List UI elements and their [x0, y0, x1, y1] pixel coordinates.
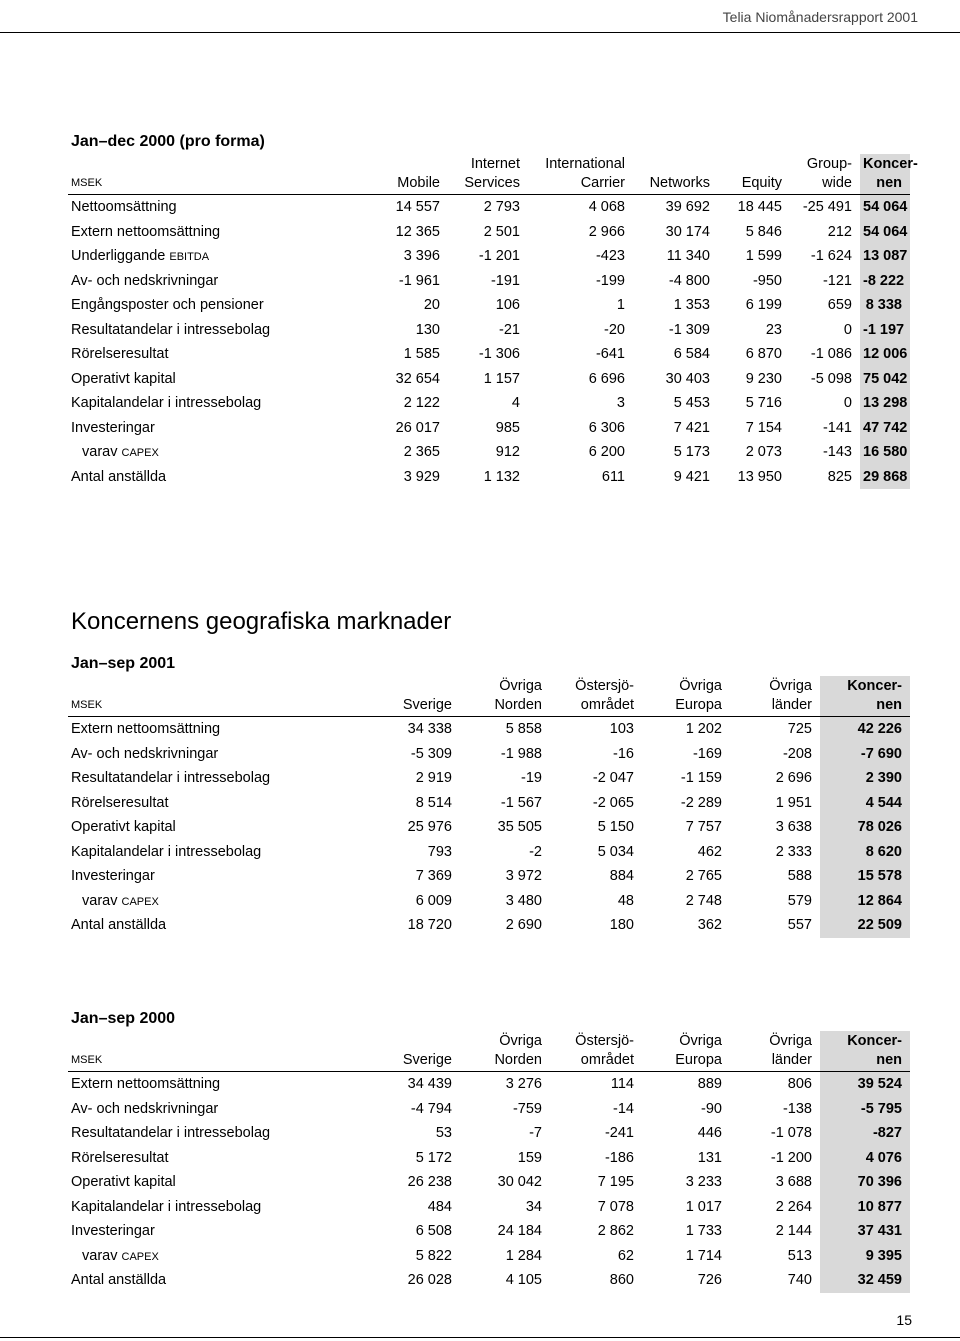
value-cell: 740 [787, 1272, 812, 1289]
total-cell: -7 690 [820, 742, 910, 767]
value-cell: 1 733 [685, 1223, 722, 1240]
value-cell: 20 [423, 297, 440, 314]
table-row [68, 1072, 910, 1097]
value-cell: -90 [701, 1100, 722, 1117]
value-cell: 39 692 [665, 199, 710, 216]
value-cell: 35 505 [497, 819, 542, 836]
value-cell: 1 157 [483, 370, 520, 387]
value-cell: 13 950 [737, 468, 782, 485]
value-cell: -241 [604, 1125, 634, 1142]
value-cell: -423 [595, 248, 625, 265]
value-cell: 1 353 [673, 297, 710, 314]
table-row [68, 440, 910, 465]
table-row [68, 864, 910, 889]
value-cell: 34 439 [407, 1076, 452, 1093]
total-cell: 37 431 [820, 1219, 910, 1244]
value-cell: 30 174 [665, 223, 710, 240]
value-cell: -20 [604, 321, 625, 338]
value-cell: 5 858 [505, 721, 542, 738]
table-row [68, 913, 910, 938]
value-cell: 25 976 [407, 819, 452, 836]
value-cell: 3 233 [685, 1174, 722, 1191]
value-cell: 8 514 [415, 794, 452, 811]
value-cell: 18 720 [407, 917, 452, 934]
value-cell: -208 [782, 745, 812, 762]
value-cell: 1 202 [685, 721, 722, 738]
total-cell: 32 459 [820, 1268, 910, 1293]
column-header: Internet Services [448, 154, 528, 195]
value-cell: -1 306 [478, 346, 520, 363]
value-cell: 5 150 [597, 819, 634, 836]
value-cell: 825 [827, 468, 852, 485]
column-header: Övriga Europa [642, 676, 730, 717]
total-cell: -827 [820, 1121, 910, 1146]
table-row [68, 367, 910, 392]
value-cell: 7 421 [673, 419, 710, 436]
value-cell: 5 846 [745, 223, 782, 240]
report-title: Telia Niomånadersrapport 2001 [722, 9, 918, 25]
total-cell: 13 087 [860, 244, 910, 269]
row-label: Rörelseresultat [71, 1149, 169, 1166]
table3 [68, 1031, 910, 1293]
value-cell: 1 599 [745, 248, 782, 265]
column-header: Koncer- nen [820, 1031, 910, 1072]
value-cell: 7 078 [597, 1198, 634, 1215]
row-label: Extern nettoomsättning [71, 1076, 221, 1093]
value-cell: 2 501 [483, 223, 520, 240]
column-header: International Carrier [528, 154, 633, 195]
value-cell: 2 144 [775, 1223, 812, 1240]
value-cell: 611 [601, 468, 625, 485]
column-header: Koncer- nen [820, 676, 910, 717]
value-cell: 6 696 [588, 370, 625, 387]
total-cell: 54 064 [860, 220, 910, 245]
column-header: Östersjö- området [550, 676, 642, 717]
value-cell: 1 284 [505, 1247, 542, 1264]
value-cell: 131 [697, 1149, 722, 1166]
value-cell: 3 972 [505, 868, 542, 885]
value-cell: 4 105 [505, 1272, 542, 1289]
value-cell: -1 567 [500, 794, 542, 811]
value-cell: 212 [827, 223, 852, 240]
value-cell: 106 [495, 297, 520, 314]
value-cell: -1 988 [500, 745, 542, 762]
value-cell: 14 557 [395, 199, 440, 216]
column-header: Mobile [368, 154, 448, 195]
value-cell: 2 264 [775, 1198, 812, 1215]
table-row [68, 220, 910, 245]
value-cell: -143 [822, 444, 852, 461]
value-cell: -1 624 [810, 248, 852, 265]
total-cell: 42 226 [820, 717, 910, 742]
table2-section [68, 652, 910, 938]
value-cell: -121 [822, 272, 852, 289]
total-cell: 16 580 [860, 440, 910, 465]
row-label: Kapitalandelar i intressebolag [71, 843, 262, 860]
unit-header: MSEK [68, 154, 368, 195]
total-cell: 47 742 [860, 416, 910, 441]
value-cell: -191 [490, 272, 520, 289]
row-label: Kapitalandelar i intressebolag [71, 395, 262, 412]
table3-section [68, 1007, 910, 1293]
page-number: 15 [896, 1312, 912, 1328]
value-cell: 579 [787, 892, 812, 909]
value-cell: -1 078 [770, 1125, 812, 1142]
total-cell: 9 395 [820, 1244, 910, 1269]
row-label: Av- och nedskrivningar [71, 745, 219, 762]
value-cell: 7 369 [415, 868, 452, 885]
column-header: Övriga länder [730, 676, 820, 717]
table-row [68, 815, 910, 840]
value-cell: 2 690 [505, 917, 542, 934]
table-row [68, 195, 910, 220]
value-cell: 159 [517, 1149, 542, 1166]
value-cell: -25 491 [802, 199, 852, 216]
value-cell: 1 [616, 297, 625, 314]
value-cell: 9 230 [745, 370, 782, 387]
column-header: Östersjö- området [550, 1031, 642, 1072]
unit-header: MSEK [68, 1031, 368, 1072]
value-cell: 889 [697, 1076, 722, 1093]
header-rule [0, 32, 960, 33]
value-cell: 588 [787, 868, 812, 885]
row-label: Av- och nedskrivningar [71, 272, 219, 289]
value-cell: 34 338 [407, 721, 452, 738]
value-cell: 26 238 [407, 1174, 452, 1191]
column-header: Övriga länder [730, 1031, 820, 1072]
value-cell: 30 042 [497, 1174, 542, 1191]
value-cell: 5 034 [597, 843, 634, 860]
value-cell: 5 172 [415, 1149, 452, 1166]
value-cell: -14 [613, 1100, 634, 1117]
table-row [68, 465, 910, 490]
value-cell: 7 195 [597, 1174, 634, 1191]
value-cell: 4 [511, 395, 520, 412]
value-cell: 24 184 [497, 1223, 542, 1240]
value-cell: 985 [495, 419, 520, 436]
value-cell: 18 445 [737, 199, 782, 216]
row-label: varav CAPEX [82, 444, 159, 461]
table1-title: Jan–dec 2000 (pro forma) [71, 133, 265, 150]
total-cell: -1 197 [860, 318, 910, 343]
value-cell: 446 [697, 1125, 722, 1142]
table-row [68, 1219, 910, 1244]
table-row [68, 342, 910, 367]
total-cell: 15 578 [820, 864, 910, 889]
value-cell: 1 714 [685, 1247, 722, 1264]
column-header: Networks [633, 154, 718, 195]
value-cell: -1 159 [680, 770, 722, 787]
value-cell: 659 [827, 297, 852, 314]
row-label: varav CAPEX [82, 1247, 159, 1264]
table3-title: Jan–sep 2000 [71, 1010, 176, 1027]
value-cell: 362 [697, 917, 722, 934]
row-label: Investeringar [71, 868, 155, 885]
row-label: Extern nettoomsättning [71, 223, 221, 240]
value-cell: 1 951 [775, 794, 812, 811]
value-cell: 2 793 [483, 199, 520, 216]
table-row [68, 1170, 910, 1195]
value-cell: 3 929 [403, 468, 440, 485]
row-label: Rörelseresultat [71, 346, 169, 363]
total-cell: -8 222 [860, 269, 910, 294]
row-label: Operativt kapital [71, 1174, 176, 1191]
value-cell: 103 [609, 721, 634, 738]
value-cell: 3 396 [403, 248, 440, 265]
value-cell: 114 [610, 1076, 634, 1093]
table-row [68, 1195, 910, 1220]
table-row [68, 1097, 910, 1122]
value-cell: 513 [787, 1247, 812, 1264]
value-cell: -186 [604, 1149, 634, 1166]
total-cell: 12 006 [860, 342, 910, 367]
row-label: Investeringar [71, 419, 155, 436]
value-cell: 5 716 [745, 395, 782, 412]
table-row [68, 1146, 910, 1171]
row-label: Antal anställda [71, 917, 167, 934]
value-cell: -1 961 [398, 272, 440, 289]
value-cell: -759 [512, 1100, 542, 1117]
table-row [68, 889, 910, 914]
column-header: Koncer- nen [860, 154, 910, 195]
value-cell: 484 [427, 1198, 452, 1215]
value-cell: -21 [499, 321, 520, 338]
table-row [68, 244, 910, 269]
value-cell: 5 822 [415, 1247, 452, 1264]
value-cell: 1 017 [685, 1198, 722, 1215]
row-label: Rörelseresultat [71, 794, 169, 811]
value-cell: 557 [787, 917, 812, 934]
value-cell: -950 [752, 272, 782, 289]
table-row [68, 318, 910, 343]
value-cell: 2 919 [415, 770, 452, 787]
column-header: Sverige [368, 1031, 460, 1072]
total-cell: 75 042 [860, 367, 910, 392]
table-row [68, 1121, 910, 1146]
value-cell: -19 [521, 770, 542, 787]
value-cell: -1 201 [478, 248, 520, 265]
value-cell: 26 028 [407, 1272, 452, 1289]
value-cell: 180 [609, 917, 634, 934]
value-cell: -1 086 [810, 346, 852, 363]
row-label: Investeringar [71, 1223, 155, 1240]
value-cell: 0 [843, 321, 852, 338]
table-row [68, 391, 910, 416]
header-row [68, 154, 910, 195]
value-cell: 7 757 [685, 819, 722, 836]
value-cell: 53 [435, 1125, 452, 1142]
row-label: Nettoomsättning [71, 199, 177, 216]
footer-rule [0, 1337, 960, 1338]
value-cell: -1 200 [770, 1149, 812, 1166]
table-row [68, 742, 910, 767]
value-cell: -2 065 [592, 794, 634, 811]
table-row [68, 840, 910, 865]
value-cell: 1 132 [483, 468, 520, 485]
value-cell: 34 [525, 1198, 542, 1215]
value-cell: 6 200 [588, 444, 625, 461]
value-cell: 860 [609, 1272, 634, 1289]
value-cell: 3 [616, 395, 625, 412]
value-cell: 7 154 [745, 419, 782, 436]
value-cell: 2 333 [775, 843, 812, 860]
table-row [68, 791, 910, 816]
value-cell: 2 966 [588, 223, 625, 240]
column-header: Övriga Norden [460, 1031, 550, 1072]
value-cell: -7 [529, 1125, 542, 1142]
row-label: Kapitalandelar i intressebolag [71, 1198, 262, 1215]
table-row [68, 269, 910, 294]
value-cell: 2 765 [685, 868, 722, 885]
value-cell: 11 340 [666, 248, 710, 265]
table2-title: Jan–sep 2001 [71, 655, 176, 672]
value-cell: 3 638 [775, 819, 812, 836]
total-cell: -5 795 [820, 1097, 910, 1122]
value-cell: -5 098 [810, 370, 852, 387]
value-cell: 12 365 [395, 223, 440, 240]
row-label: Resultatandelar i intressebolag [71, 770, 271, 787]
table1 [68, 154, 918, 489]
value-cell: -4 800 [668, 272, 710, 289]
value-cell: 6 306 [588, 419, 625, 436]
value-cell: 884 [609, 868, 634, 885]
total-cell: 13 298 [860, 391, 910, 416]
value-cell: 3 688 [775, 1174, 812, 1191]
value-cell: 130 [415, 321, 440, 338]
value-cell: -141 [822, 419, 852, 436]
total-cell: 29 868 [860, 465, 910, 490]
value-cell: 2 073 [745, 444, 782, 461]
total-cell: 2 390 [820, 766, 910, 791]
value-cell: 3 480 [505, 892, 542, 909]
table1-section [68, 130, 918, 489]
value-cell: 30 403 [665, 370, 710, 387]
value-cell: 2 122 [403, 395, 440, 412]
row-label: Resultatandelar i intressebolag [71, 321, 271, 338]
row-label: Resultatandelar i intressebolag [71, 1125, 271, 1142]
value-cell: 62 [617, 1247, 634, 1264]
value-cell: 6 870 [745, 346, 782, 363]
section-heading: Koncernens geografiska marknader [71, 608, 452, 635]
value-cell: 2 862 [597, 1223, 634, 1240]
value-cell: 6 508 [415, 1223, 452, 1240]
row-label: Antal anställda [71, 468, 167, 485]
total-cell: 39 524 [820, 1072, 910, 1097]
value-cell: -169 [692, 745, 722, 762]
total-cell: 54 064 [860, 195, 910, 220]
value-cell: 6 584 [673, 346, 710, 363]
row-label: Engångsposter och pensioner [71, 297, 264, 314]
row-label: varav CAPEX [82, 892, 159, 909]
value-cell: 2 748 [685, 892, 722, 909]
value-cell: -16 [613, 745, 634, 762]
column-header: Övriga Europa [642, 1031, 730, 1072]
value-cell: -641 [595, 346, 625, 363]
value-cell: 3 276 [505, 1076, 542, 1093]
value-cell: 0 [843, 395, 852, 412]
table2 [68, 676, 910, 938]
value-cell: -2 [529, 843, 542, 860]
value-cell: 462 [697, 843, 722, 860]
value-cell: 726 [697, 1272, 722, 1289]
value-cell: 48 [617, 892, 634, 909]
value-cell: 1 585 [403, 346, 440, 363]
value-cell: -2 289 [680, 794, 722, 811]
column-header: Equity [718, 154, 790, 195]
row-label: Operativt kapital [71, 819, 176, 836]
value-cell: -5 309 [410, 745, 452, 762]
header-row [68, 1031, 910, 1072]
column-header: Group- wide [790, 154, 860, 195]
value-cell: 26 017 [395, 419, 440, 436]
total-cell: 10 877 [820, 1195, 910, 1220]
total-cell: 70 396 [820, 1170, 910, 1195]
value-cell: 725 [787, 721, 812, 738]
total-cell: 78 026 [820, 815, 910, 840]
table-row [68, 293, 910, 318]
value-cell: 6 199 [745, 297, 782, 314]
column-header: Övriga Norden [460, 676, 550, 717]
table-row [68, 1244, 910, 1269]
value-cell: 806 [787, 1076, 812, 1093]
value-cell: -1 309 [668, 321, 710, 338]
value-cell: -2 047 [592, 770, 634, 787]
value-cell: 2 696 [775, 770, 812, 787]
value-cell: 2 365 [403, 444, 440, 461]
table-row [68, 1268, 910, 1293]
header-row [68, 676, 910, 717]
total-cell: 22 509 [820, 913, 910, 938]
table-row [68, 766, 910, 791]
total-cell: 4 544 [820, 791, 910, 816]
total-cell: 4 076 [820, 1146, 910, 1171]
value-cell: -138 [782, 1100, 812, 1117]
value-cell: 23 [765, 321, 782, 338]
value-cell: 912 [495, 444, 520, 461]
row-label: Extern nettoomsättning [71, 721, 221, 738]
value-cell: 4 068 [588, 199, 625, 216]
row-label: Antal anställda [71, 1272, 167, 1289]
value-cell: -199 [595, 272, 625, 289]
value-cell: 9 421 [673, 468, 710, 485]
value-cell: -4 794 [410, 1100, 452, 1117]
column-header: Sverige [368, 676, 460, 717]
value-cell: 5 453 [673, 395, 710, 412]
table-row [68, 416, 910, 441]
total-cell: 8 620 [820, 840, 910, 865]
value-cell: 6 009 [415, 892, 452, 909]
total-cell: 8 338 [860, 293, 910, 318]
row-label: Operativt kapital [71, 370, 176, 387]
unit-header: MSEK [68, 676, 368, 717]
table-row [68, 717, 910, 742]
value-cell: 32 654 [395, 370, 440, 387]
value-cell: 793 [427, 843, 452, 860]
row-label: Av- och nedskrivningar [71, 1100, 219, 1117]
total-cell: 12 864 [820, 889, 910, 914]
value-cell: 5 173 [673, 444, 710, 461]
row-label: Underliggande EBITDA [71, 248, 210, 265]
